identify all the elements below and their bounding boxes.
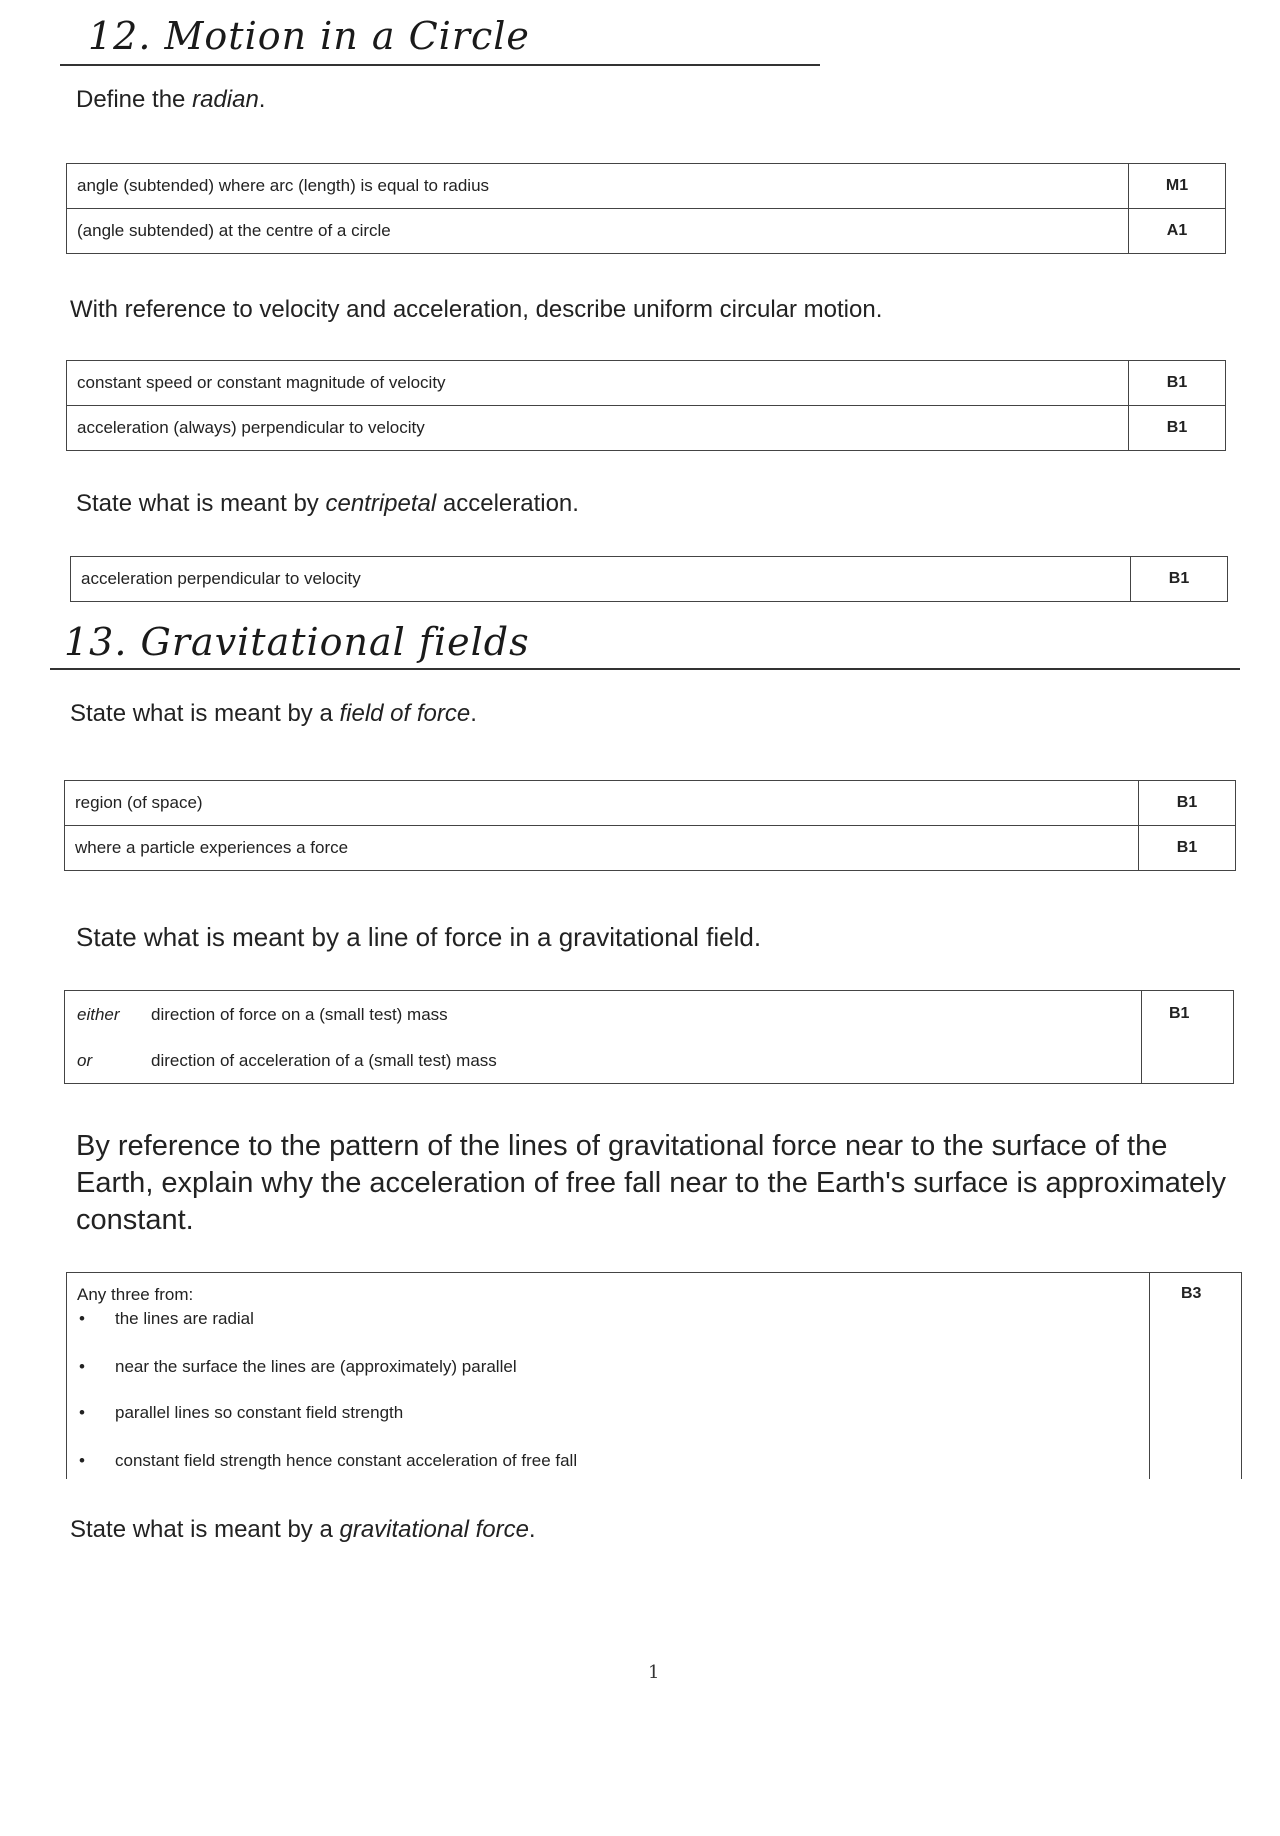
answer-cell: where a particle experiences a force <box>65 826 1139 871</box>
table-row <box>67 361 1226 406</box>
either-answer: direction of force on a (small test) mass <box>151 1005 448 1024</box>
question-text-end: . <box>528 1516 536 1543</box>
question-free-fall-constant: By reference to the pattern of the lines of gravitational force near to the surface of the Earth, explain why the acceleration of free fall near to the Earth's surface is approximately constant. <box>76 1130 1227 1236</box>
question-uniform-circular-motion: With reference to velocity and acceleration, describe uniform circular motion. <box>70 296 883 323</box>
page-number: 1 <box>648 1662 660 1683</box>
question-text-end: acceleration. <box>436 490 579 517</box>
bullet-icon: • <box>79 1309 85 1328</box>
section-12-heading: 12. Motion in a Circle <box>88 14 530 58</box>
mark-cell: M1 <box>1129 164 1226 209</box>
question-term: field of force <box>339 700 471 727</box>
bullet-item: constant field strength hence constant acceleration of free fall <box>115 1451 578 1470</box>
mark-scheme-radian <box>66 163 1226 254</box>
mark-scheme-free-fall <box>66 1272 1242 1479</box>
answer-cell: acceleration perpendicular to velocity <box>71 557 1131 602</box>
mark-column <box>1149 1273 1150 1479</box>
table-row <box>65 781 1236 826</box>
mark-scheme-line-of-force <box>64 990 1234 1084</box>
mark-cell: B1 <box>1139 781 1236 826</box>
question-text-end: . <box>470 700 477 727</box>
question-field-of-force <box>70 700 477 728</box>
bullet-icon: • <box>79 1451 85 1470</box>
mark-cell: A1 <box>1129 209 1226 254</box>
table-row <box>65 826 1236 871</box>
question-text: State what is meant by a <box>70 1516 340 1543</box>
or-label-text: or <box>77 1051 93 1070</box>
mark-cell: B1 <box>1129 406 1226 451</box>
or-label <box>77 1051 92 1071</box>
bullet-item: the lines are radial <box>115 1309 254 1328</box>
table-row <box>67 164 1226 209</box>
mark-cell: B1 <box>1131 557 1228 602</box>
bullet-item: parallel lines so constant field strength <box>115 1403 404 1422</box>
question-text-end: . <box>258 86 266 113</box>
question-gravitational-force <box>70 1516 536 1544</box>
question-define-radian <box>76 86 265 114</box>
section-13-heading: 13. Gravitational fields <box>64 620 530 664</box>
question-line-of-force: State what is meant by a line of force in a gravitational field. <box>76 922 762 952</box>
bullet-icon: • <box>79 1403 85 1422</box>
question-text: State what is meant by <box>76 490 326 517</box>
either-label <box>77 1005 120 1025</box>
bullet-item: near the surface the lines are (approximately) parallel <box>115 1357 517 1376</box>
mark-scheme-centripetal <box>70 556 1228 602</box>
intro-text: Any three from: <box>77 1285 194 1304</box>
either-label-text: either <box>77 1005 120 1024</box>
answer-cell: (angle subtended) at the centre of a circle <box>67 209 1129 254</box>
table-row <box>67 209 1226 254</box>
question-centripetal-acceleration <box>76 490 579 518</box>
mark-cell: B1 <box>1139 826 1236 871</box>
answer-cell: constant speed or constant magnitude of velocity <box>67 361 1129 406</box>
question-term: gravitational force <box>339 1516 529 1543</box>
mark-value: B1 <box>1169 1005 1190 1022</box>
answer-cell: region (of space) <box>65 781 1139 826</box>
question-term: radian <box>192 86 259 113</box>
answer-cell: acceleration (always) perpendicular to velocity <box>67 406 1129 451</box>
table-row <box>67 406 1226 451</box>
section-12-underline <box>60 64 820 66</box>
bullet-icon: • <box>79 1357 85 1376</box>
question-text: State what is meant by a <box>70 700 340 727</box>
mark-cell: B1 <box>1129 361 1226 406</box>
question-text: Define the <box>76 86 193 113</box>
mark-value: B3 <box>1181 1285 1202 1302</box>
question-term: centripetal <box>325 490 437 517</box>
mark-scheme-field-of-force <box>64 780 1236 871</box>
mark-scheme-circular-motion <box>66 360 1226 451</box>
table-row <box>71 557 1228 602</box>
mark-column <box>1141 991 1142 1083</box>
section-13-underline <box>50 668 1240 670</box>
or-answer: direction of acceleration of a (small test) mass <box>151 1051 497 1070</box>
answer-cell: angle (subtended) where arc (length) is equal to radius <box>67 164 1129 209</box>
